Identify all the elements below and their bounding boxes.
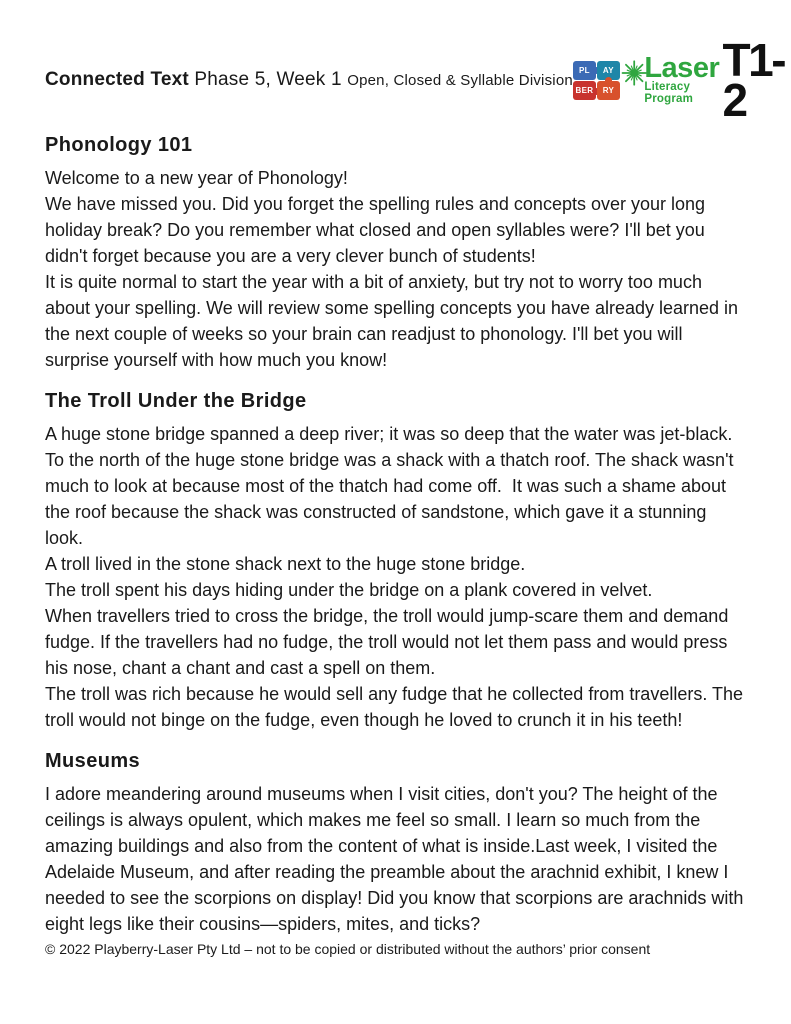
section-troll-under-bridge: [45, 390, 749, 733]
puzzle-piece-ay: AY: [597, 61, 620, 80]
paragraph: When travellers tried to cross the bridge, the troll would jump-scare them and demand fudge. If the travellers had no fudge, the troll would not let them pass and would press his nose, chant a chant and cast a spell on them.: [45, 606, 734, 678]
brand-name: Laser: [644, 52, 720, 84]
resource-code: T1-2: [722, 34, 785, 126]
puzzle-piece-ber: BER: [573, 81, 596, 100]
paragraph: I adore meandering around museums when I visit cities, don't you? The height of the ceilings is always opulent, which makes me feel so small. I learn so much from the amazing buildings and also from the content of what is inside.Last week, I visited the Adelaide Museum, and after reading the preamble about the arachnid exhibit, I knew I needed to see the scorpions on display! Did you know that scorpions are arachnids with eight legs like their cousins—spiders, mites, and ticks?: [45, 784, 749, 934]
brand-subtitle: Literacy Program: [644, 81, 694, 105]
puzzle-piece-ry: RY: [597, 81, 620, 100]
section-heading: Phonology 101: [45, 134, 193, 156]
section-heading: Museums: [45, 750, 141, 772]
laser-literacy-logo: [573, 34, 789, 126]
section-phonology-101: [45, 134, 745, 373]
header-title: [45, 69, 573, 91]
paragraph: We have missed you. Did you forget the spelling rules and concepts over your long holiday break? Do you remember what closed and open syllables were? I'll bet you didn't forget because you are a very clever bunch of students!: [45, 194, 711, 266]
paragraph: The troll was rich because he would sell any fudge that he collected from travellers. The troll would not binge on the fudge, even though he loved to crunch it in his teeth!: [45, 684, 749, 730]
section-museums: [45, 750, 749, 937]
paragraph: It is quite normal to start the year with a bit of anxiety, but try not to worry too much about your spelling. We will review some spelling concepts you have already learned in the next couple of weeks so your brain can readjust to phonology. I'll bet you will surprise yourself with how much you know!: [45, 272, 744, 370]
playberry-puzzle-icon: [573, 61, 620, 100]
paragraph: A troll lived in the stone shack next to the huge stone bridge.: [45, 554, 526, 574]
page-footer: [45, 940, 745, 958]
brand-text: [644, 52, 721, 105]
section-heading: The Troll Under the Bridge: [45, 390, 307, 412]
paragraph: Welcome to a new year of Phonology!: [45, 168, 348, 188]
paragraph: The troll spent his days hiding under the bridge on a plank covered in velvet.: [45, 580, 653, 600]
phase-week-label: Phase 5, Week 1: [188, 69, 348, 90]
page-header: [45, 34, 785, 126]
topic-label: Open, Closed & Syllable Division: [347, 72, 573, 89]
paragraph: A huge stone bridge spanned a deep river; it was so deep that the water was jet-black. To the north of the huge stone bridge was a shack with a thatch roof. The shack wasn't much to look at because most of the thatch had come off. It was such a shame about the roof because the shack was constructed of sandstone, which gave it a stunning look.: [45, 424, 743, 548]
doc-type-label: Connected Text: [45, 69, 189, 90]
copyright-notice: © 2022 Playberry-Laser Pty Ltd – not to be copied or distributed without the authors’ prior consent: [45, 941, 651, 957]
puzzle-piece-pl: PL: [573, 61, 596, 80]
